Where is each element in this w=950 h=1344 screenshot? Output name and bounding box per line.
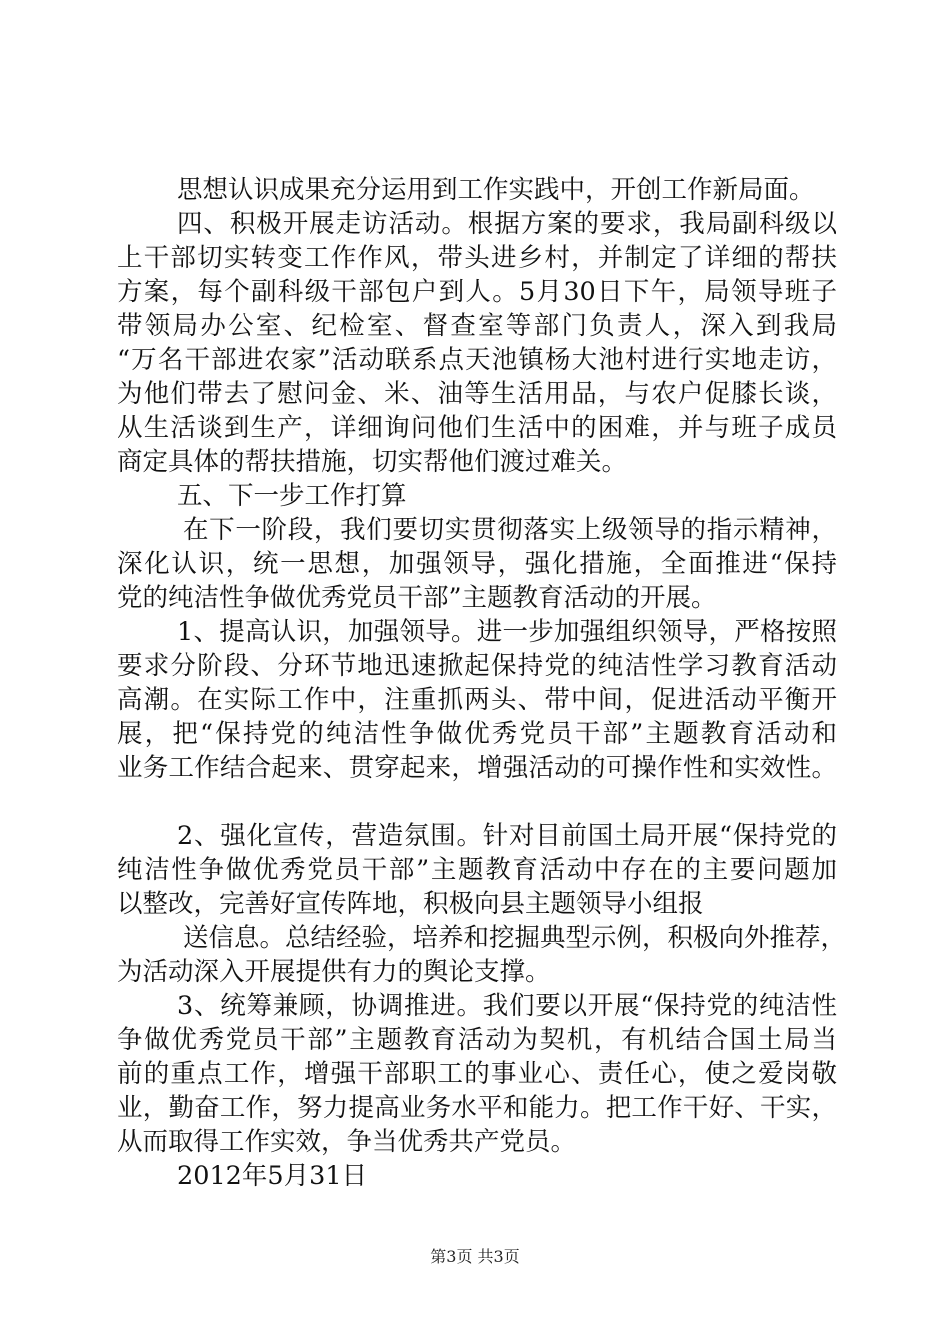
section-heading: 五、下一步工作打算 [177,481,407,511]
text-line: 2、强化宣传，营造氛围。针对目前国土局开展“保持党的 [177,821,837,851]
text-line: 展，把“保持党的纯洁性争做优秀党员干部”主题教育活动和 [117,719,837,749]
text-line: 上干部切实转变工作作风，带头进乡村，并制定了详细的帮扶 [117,243,837,273]
text-line: “万名干部进农家”活动联系点天池镇杨大池村进行实地走访， [117,345,837,375]
text-line: 四、积极开展走访活动。根据方案的要求，我局副科级以 [177,209,837,239]
text-line: 党的纯洁性争做优秀党员干部”主题教育活动的开展。 [117,583,717,613]
text-line: 前的重点工作，增强干部职工的事业心、责任心，使之爱岗敬 [117,1059,837,1089]
text-line: 从生活谈到生产，详细询问他们生活中的困难，并与班子成员 [117,413,837,443]
text-line: 争做优秀党员干部”主题教育活动为契机，有机结合国土局当 [117,1025,837,1055]
text-line: 在下一阶段，我们要切实贯彻落实上级领导的指示精神， [183,515,837,545]
text-line: 从而取得工作实效，争当优秀共产党员。 [117,1127,577,1157]
text-line: 3、统筹兼顾，协调推进。我们要以开展“保持党的纯洁性 [177,991,837,1021]
page-footer: 第3页 共3页 [430,1247,520,1266]
text-line: 送信息。总结经验，培养和挖掘典型示例，积极向外推荐， [183,923,847,953]
text-line: 为活动深入开展提供有力的舆论支撑。 [117,957,551,987]
text-line: 为他们带去了慰问金、米、油等生活用品，与农户促膝长谈， [117,379,837,409]
text-line: 方案，每个副科级干部包户到人。5月30日下午，局领导班子 [117,277,837,307]
text-line: 1、提高认识，加强领导。进一步加强组织领导，严格按照 [177,617,837,647]
text-line: 业，勤奋工作，努力提高业务水平和能力。把工作干好、干实， [117,1093,837,1123]
text-line: 深化认识，统一思想，加强领导，强化措施，全面推进“保持 [117,549,837,579]
text-line: 高潮。在实际工作中，注重抓两头、带中间，促进活动平衡开 [117,685,837,715]
text-line: 业务工作结合起来、贯穿起来，增强活动的可操作性和实效性。 [117,753,837,783]
text-line: 带领局办公室、纪检室、督查室等部门负责人，深入到我局 [117,311,837,341]
text-line: 思想认识成果充分运用到工作实践中，开创工作新局面。 [177,175,815,205]
text-line: 商定具体的帮扶措施，切实帮他们渡过难关。 [117,447,628,477]
date-line: 2012年5月31日 [177,1161,368,1191]
text-line: 以整改，完善好宣传阵地，积极向县主题领导小组报 [117,889,704,919]
text-line: 纯洁性争做优秀党员干部”主题教育活动中存在的主要问题加 [117,855,837,885]
text-line: 要求分阶段、分环节地迅速掀起保持党的纯洁性学习教育活动 [117,651,837,681]
